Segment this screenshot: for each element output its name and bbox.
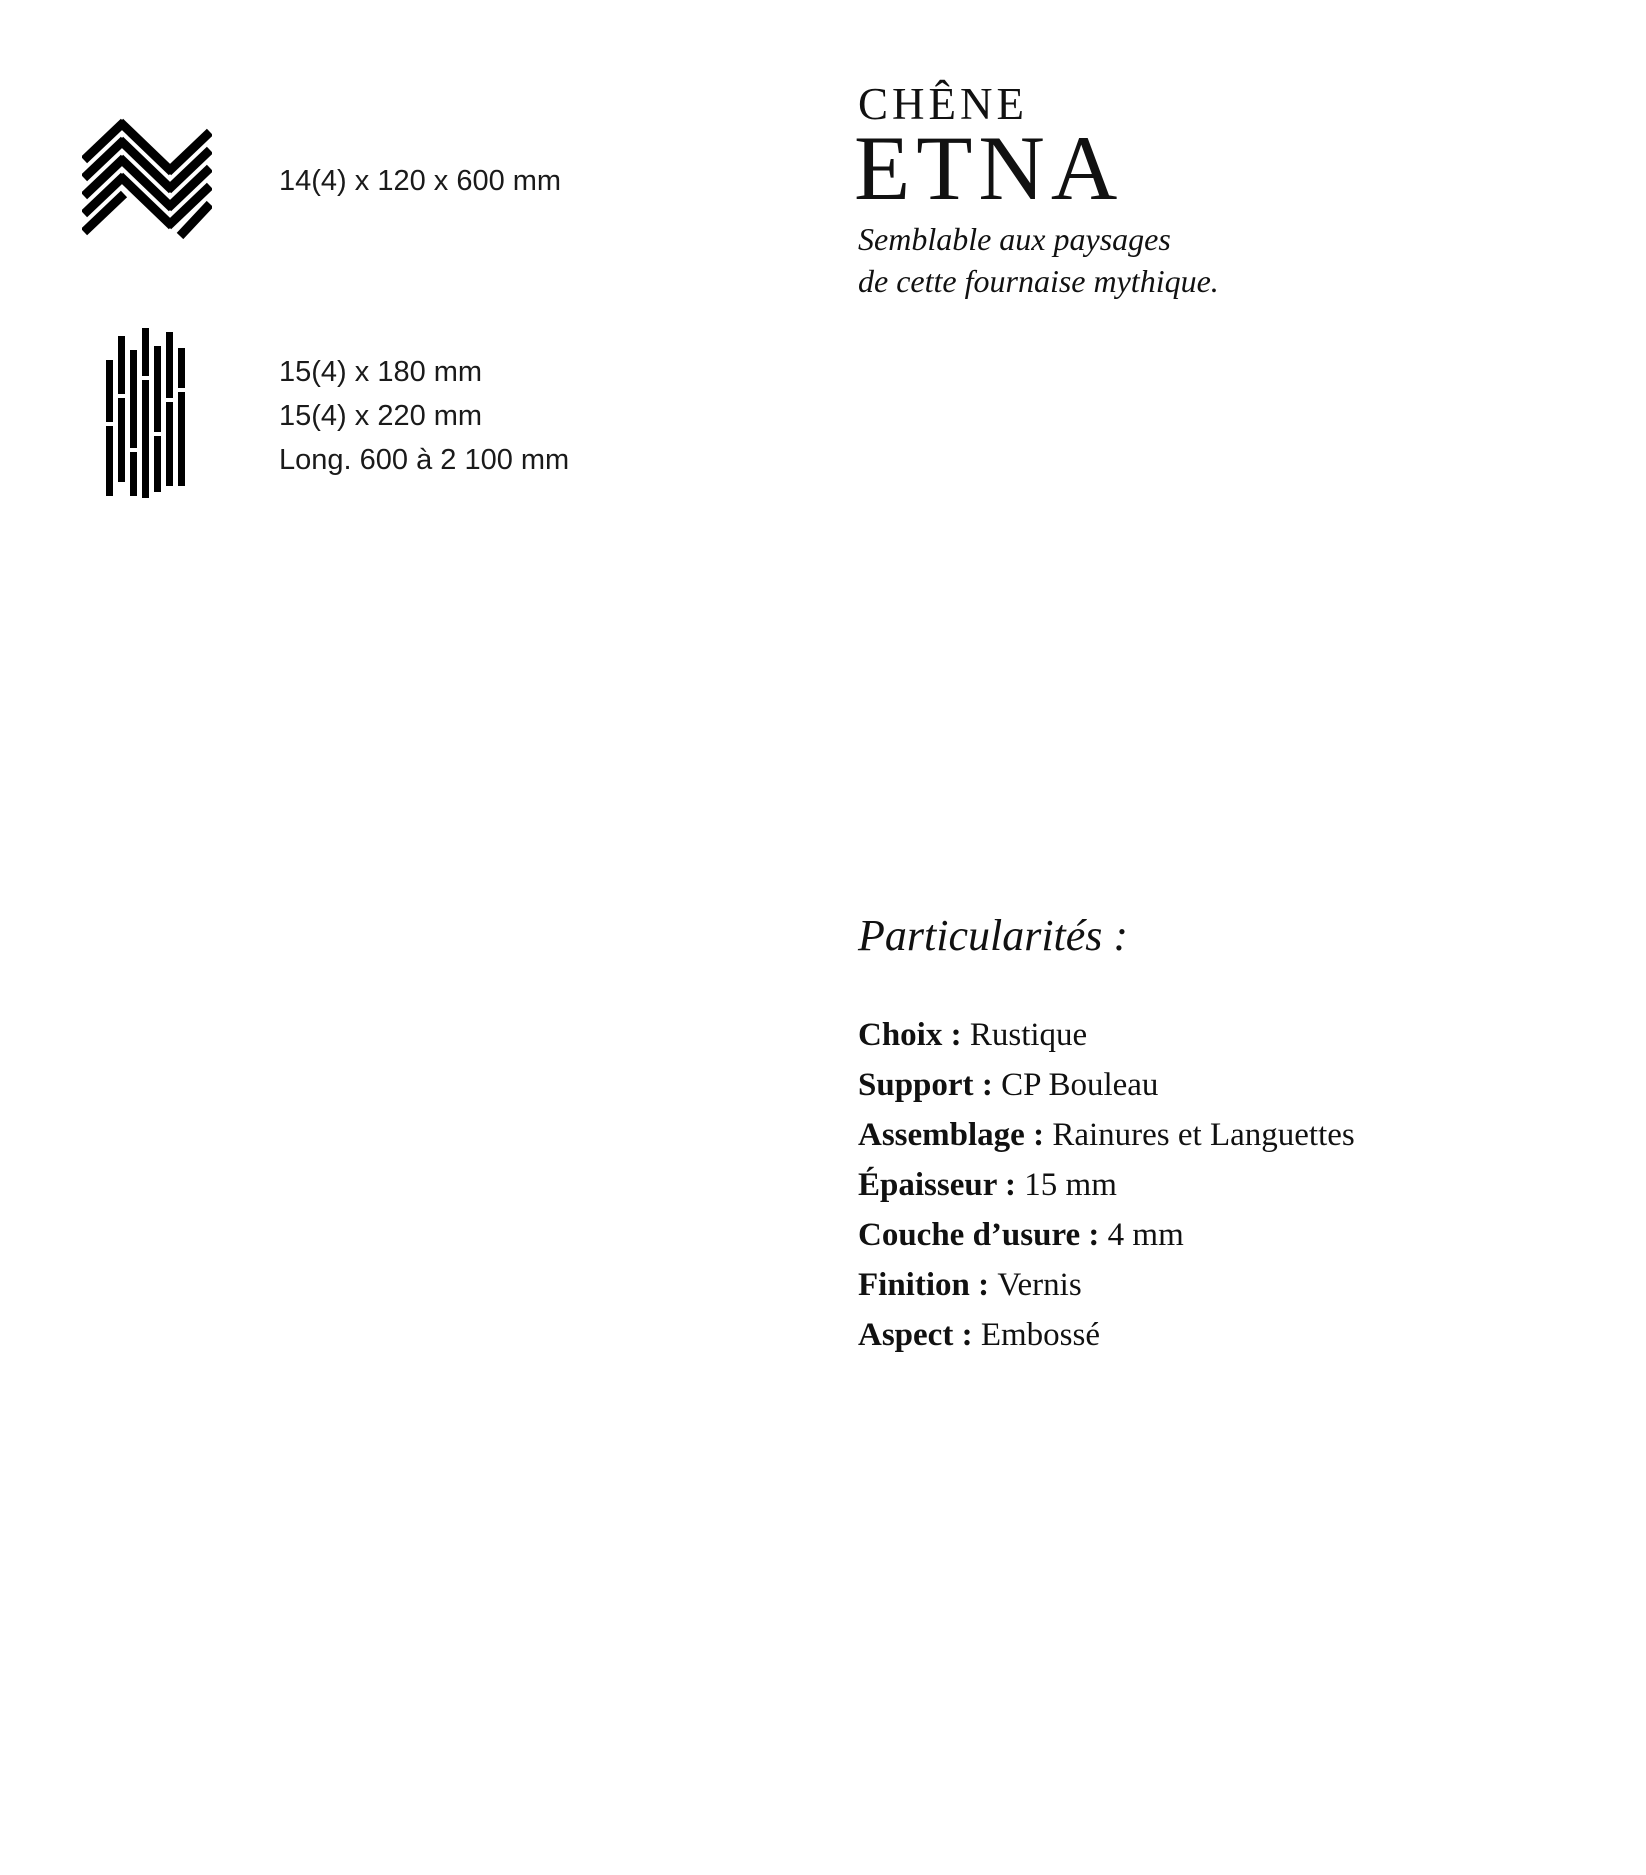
spec-row-assemblage: Assemblage : Rainures et Languettes: [858, 1117, 1355, 1153]
spec-row-epaisseur: Épaisseur : 15 mm: [858, 1167, 1117, 1203]
dimension-line: 15(4) x 180 mm: [279, 356, 483, 388]
spec-label: Couche d’usure: [858, 1217, 1081, 1253]
spec-value: 15 mm: [1024, 1167, 1117, 1203]
dimension-line: 14(4) x 120 x 600 mm: [279, 165, 562, 197]
herringbone-pattern-icon: [82, 118, 212, 242]
product-name: ETNA: [854, 117, 1124, 219]
spec-label: Support: [858, 1067, 974, 1103]
spec-value: Rustique: [969, 1017, 1088, 1053]
tagline-line: Semblable aux paysages: [858, 221, 1171, 257]
spec-value: Vernis: [997, 1267, 1082, 1303]
spec-label: Finition: [858, 1267, 970, 1303]
tagline-line: de cette fournaise mythique.: [858, 263, 1219, 299]
spec-row-support: Support : CP Bouleau: [858, 1067, 1159, 1103]
spec-label: Épaisseur: [858, 1167, 997, 1203]
dimension-line: 15(4) x 220 mm: [279, 400, 483, 432]
spec-row-finition: Finition : Vernis: [858, 1267, 1082, 1303]
spec-row-aspect: Aspect : Embossé: [858, 1317, 1100, 1353]
plank-dimensions: [279, 350, 569, 482]
spec-row-choix: Choix : Rustique: [858, 1017, 1088, 1053]
spec-label: Choix: [858, 1017, 943, 1053]
spec-value: Embossé: [980, 1317, 1100, 1353]
spec-value: CP Bouleau: [1001, 1067, 1159, 1103]
product-species: CHÊNE: [858, 79, 1028, 129]
particularities-heading: Particularités :: [858, 911, 1129, 960]
specs-list: [858, 1010, 1355, 1360]
spec-value: Rainures et Languettes: [1052, 1117, 1355, 1153]
herringbone-dimensions: [279, 159, 561, 203]
spec-row-couche-usure: Couche d’usure : 4 mm: [858, 1217, 1184, 1253]
dimension-line: Long. 600 à 2 100 mm: [279, 444, 570, 476]
straight-plank-pattern-icon: [104, 328, 186, 498]
product-tagline: [858, 218, 1219, 302]
spec-value: 4 mm: [1107, 1217, 1184, 1253]
spec-label: Aspect: [858, 1317, 954, 1353]
spec-label: Assemblage: [858, 1117, 1025, 1153]
